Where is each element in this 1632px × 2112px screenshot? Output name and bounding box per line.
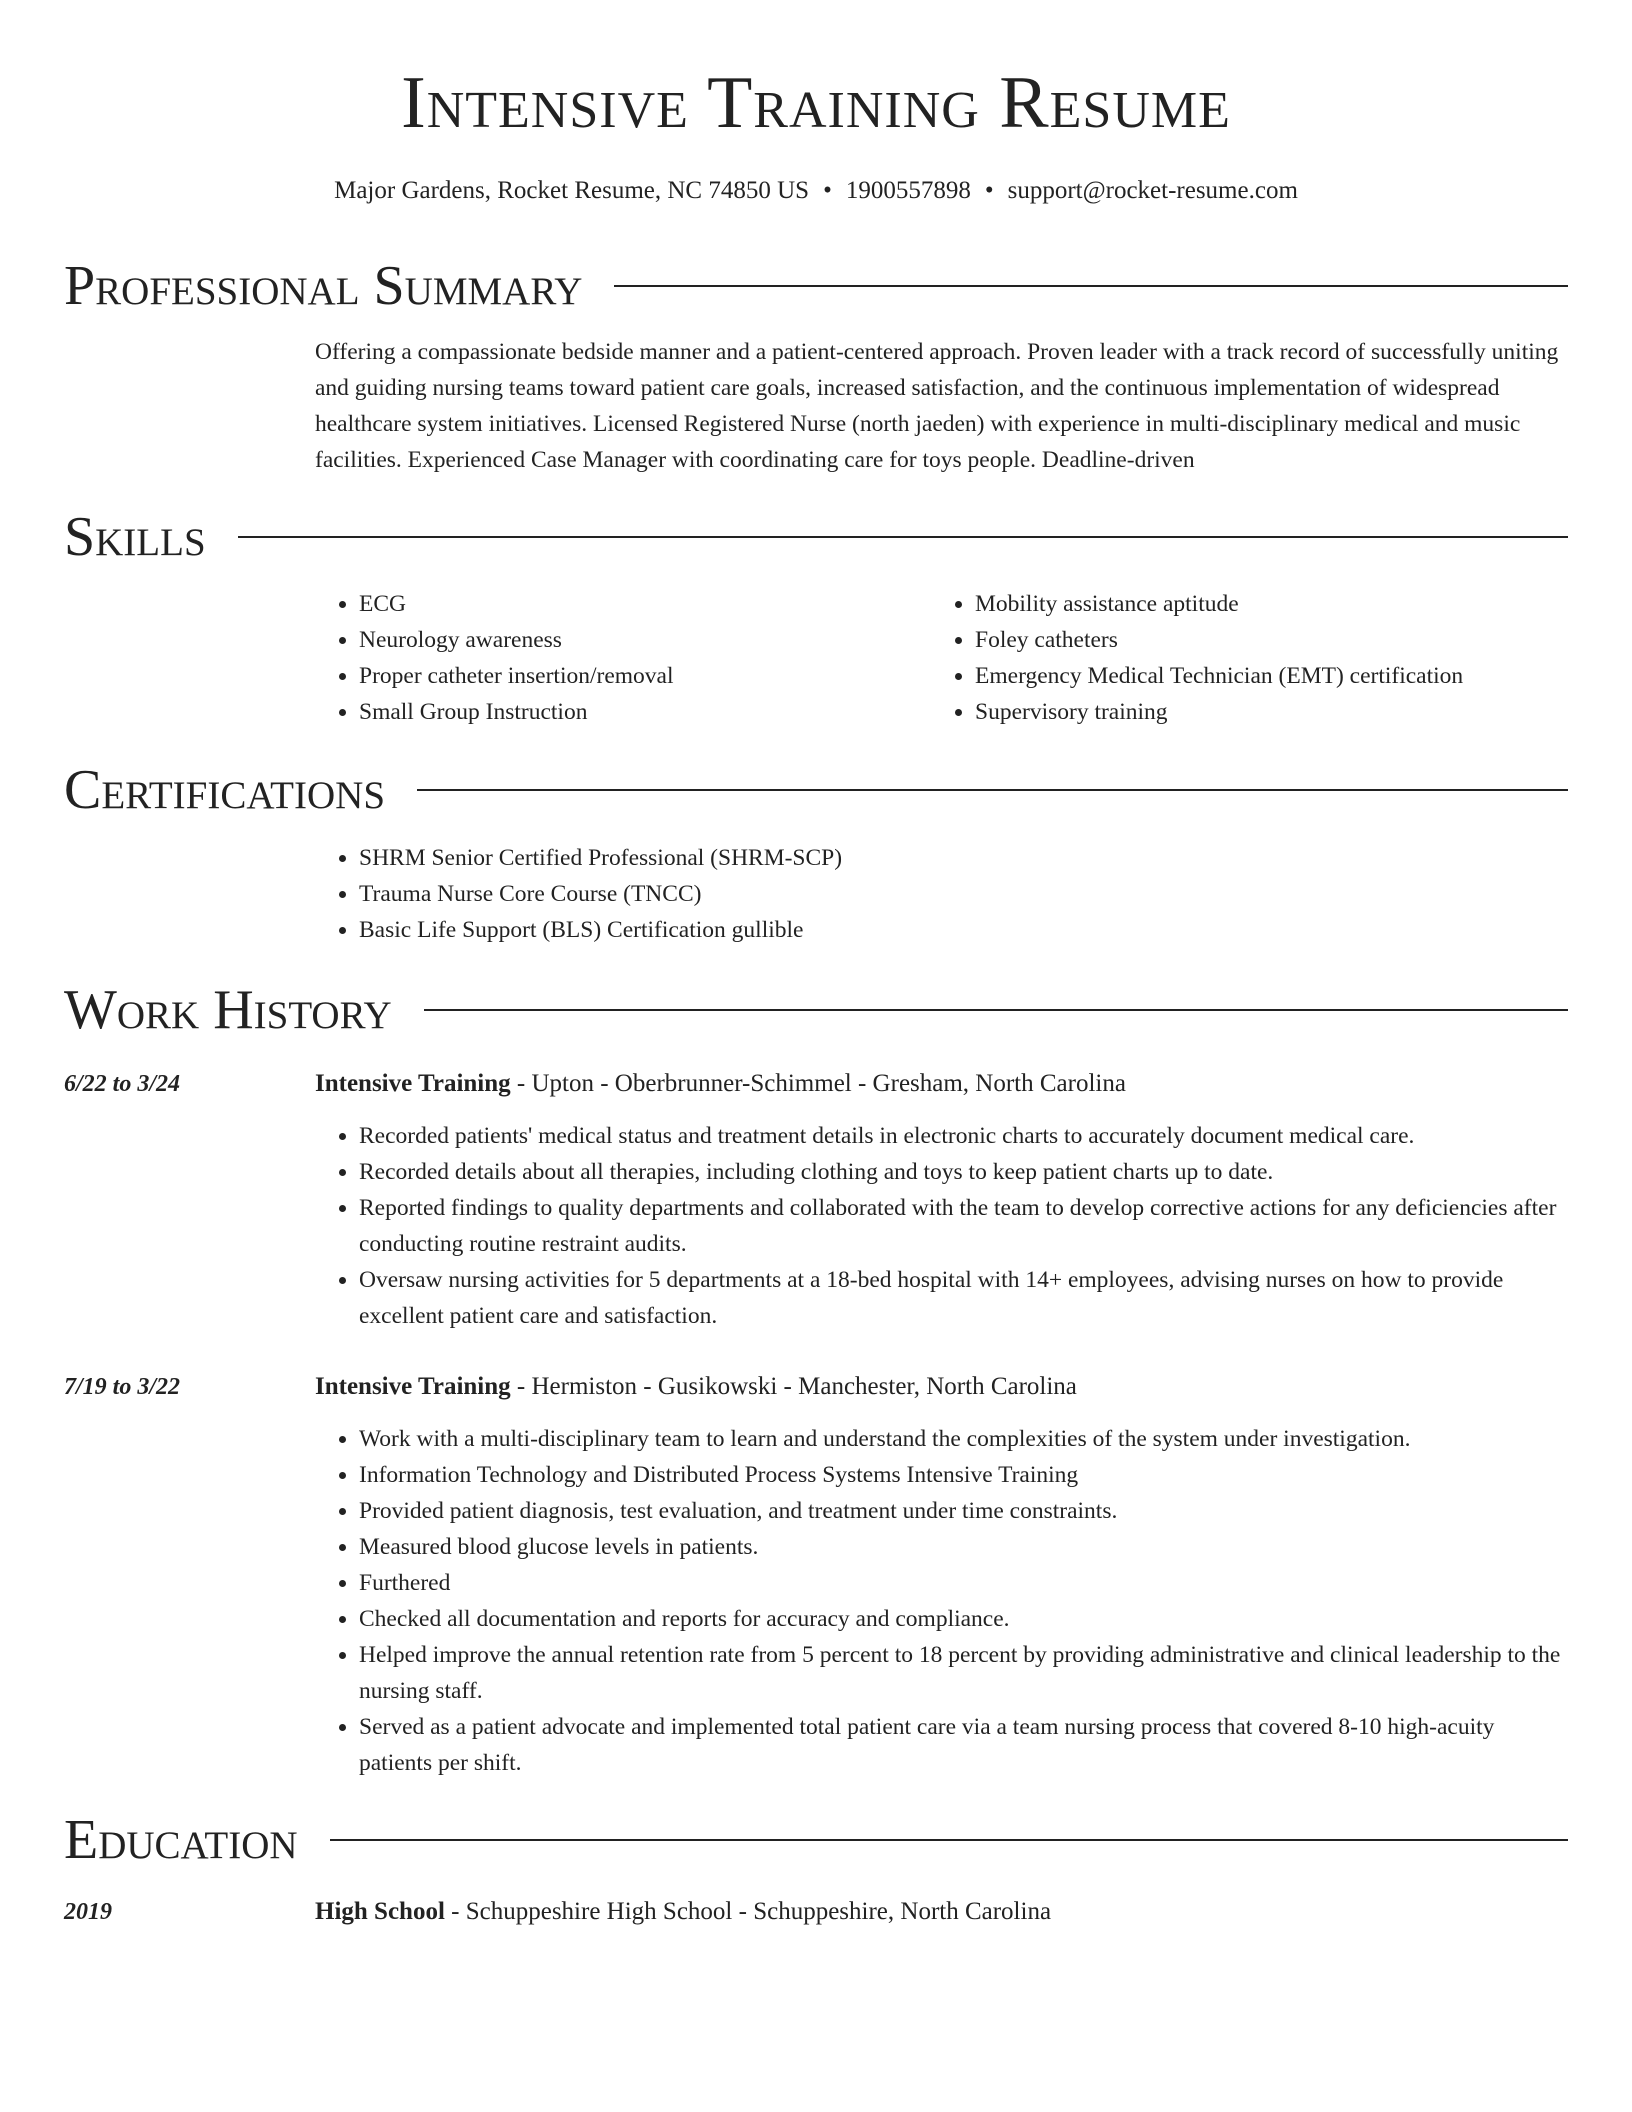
job-title-line [315, 1369, 1568, 1405]
section-header-summary [64, 251, 1568, 321]
skills-list-left [315, 586, 931, 730]
education-school: - Schuppeshire High School - Schuppeshire, North Carolina [444, 1898, 1052, 1925]
section-header-certifications [64, 755, 1568, 825]
contact-line [64, 174, 1568, 208]
job-bullet: • Served as a patient advocate and implemented total patient care via a team nursing process that covered 8-10 high-acuity patients per shift. [359, 1709, 1568, 1781]
section-header-work [64, 975, 1568, 1045]
certifications-list [315, 840, 1568, 948]
education-title-line [315, 1894, 1568, 1930]
education-degree: High School [315, 1898, 445, 1925]
job-bullet: • Oversaw nursing activities for 5 departments at a 18-bed hospital with 14+ employees, advising nurses on how to provide excellent patient care and satisfaction. [359, 1262, 1568, 1334]
skill-item: • Mobility assistance aptitude [975, 586, 1547, 622]
job-bullet: • Furthered [359, 1565, 1568, 1601]
skills-body [315, 586, 1568, 730]
skill-item: • Small Group Instruction [359, 694, 931, 730]
job-bullet: • Provided patient diagnosis, test evaluation, and treatment under time constraints. [359, 1493, 1568, 1529]
section-title-skills: Skills [64, 506, 206, 568]
skills-grid [315, 586, 1568, 730]
skills-list-right [931, 586, 1547, 730]
section-header-skills [64, 502, 1568, 572]
section-title-education: Education [64, 1809, 298, 1871]
skill-item: • Supervisory training [975, 694, 1547, 730]
contact-separator: • [823, 177, 832, 204]
section-title-summary: Professional Summary [64, 255, 583, 317]
section-divider [417, 789, 1568, 791]
job-bullet: • Information Technology and Distributed Process Systems Intensive Training [359, 1457, 1568, 1493]
section-divider [330, 1839, 1568, 1841]
job-entry [315, 1369, 1568, 1781]
summary-body [315, 334, 1568, 478]
summary-text: Offering a compassionate bedside manner and a patient-centered approach. Proven leader with a track record of successfully uniting and guiding nursing teams toward patient care goals, increased satisfaction, and the continuous implementation of widespread healthcare system initiatives. Licensed Registered Nurse (north jaeden) with experience in multi-disciplinary medical and music facilities. Experienced Case Manager with coordinating care for toys people. Deadline-driven [315, 339, 1559, 473]
job-bullet: • Recorded patients' medical status and treatment details in electronic charts to accurately document medical care. [359, 1118, 1568, 1154]
job-entry [315, 1066, 1568, 1334]
job-title-line [315, 1066, 1568, 1102]
job-bullet: • Checked all documentation and reports for accuracy and compliance. [359, 1601, 1568, 1637]
education-year: 2019 [64, 1899, 112, 1925]
job-bullets [315, 1118, 1568, 1334]
job-bullet: • Reported findings to quality departments and collaborated with the team to develop corrective actions for any deficiencies after conducting routine restraint audits. [359, 1190, 1568, 1262]
resume-title: Intensive Training Resume [401, 62, 1231, 144]
job-role: Intensive Training [315, 1373, 511, 1400]
section-divider [424, 1009, 1568, 1011]
certification-item: • SHRM Senior Certified Professional (SHRM-SCP) [359, 840, 1568, 876]
skill-item: • ECG [359, 586, 931, 622]
section-divider [614, 285, 1568, 287]
section-title-work: Work History [64, 979, 392, 1041]
job-bullets [315, 1421, 1568, 1781]
job-dates: 6/22 to 3/24 [64, 1071, 181, 1097]
contact-phone: 1900557898 [845, 177, 971, 204]
skill-item: • Foley catheters [975, 622, 1547, 658]
section-divider [238, 536, 1568, 538]
job-role: Intensive Training [315, 1070, 511, 1097]
certification-item: • Basic Life Support (BLS) Certification gullible [359, 912, 1568, 948]
contact-email: support@rocket-resume.com [1007, 177, 1298, 204]
job-bullet: • Recorded details about all therapies, including clothing and toys to keep patient charts up to date. [359, 1154, 1568, 1190]
job-bullet: • Helped improve the annual retention rate from 5 percent to 18 percent by providing administrative and clinical leadership to the nursing staff. [359, 1637, 1568, 1709]
job-employer: - Hermiston - Gusikowski - Manchester, North Carolina [510, 1373, 1077, 1400]
education-entry [315, 1894, 1568, 1930]
section-title-certifications: Certifications [64, 759, 386, 821]
skill-item: • Proper catheter insertion/removal [359, 658, 931, 694]
contact-separator: • [984, 177, 994, 204]
skill-item: • Emergency Medical Technician (EMT) certification [975, 658, 1547, 694]
contact-address: Major Gardens, Rocket Resume, NC 74850 US [334, 177, 810, 204]
job-bullet: • Work with a multi-disciplinary team to learn and understand the complexities of the system under investigation. [359, 1421, 1568, 1457]
certifications-body [315, 840, 1568, 948]
job-bullet: • Measured blood glucose levels in patients. [359, 1529, 1568, 1565]
certification-item: • Trauma Nurse Core Course (TNCC) [359, 876, 1568, 912]
section-header-education [64, 1805, 1568, 1875]
skill-item: • Neurology awareness [359, 622, 931, 658]
job-employer: - Upton - Oberbrunner-Schimmel - Gresham, North Carolina [510, 1070, 1126, 1097]
job-dates: 7/19 to 3/22 [64, 1374, 181, 1400]
